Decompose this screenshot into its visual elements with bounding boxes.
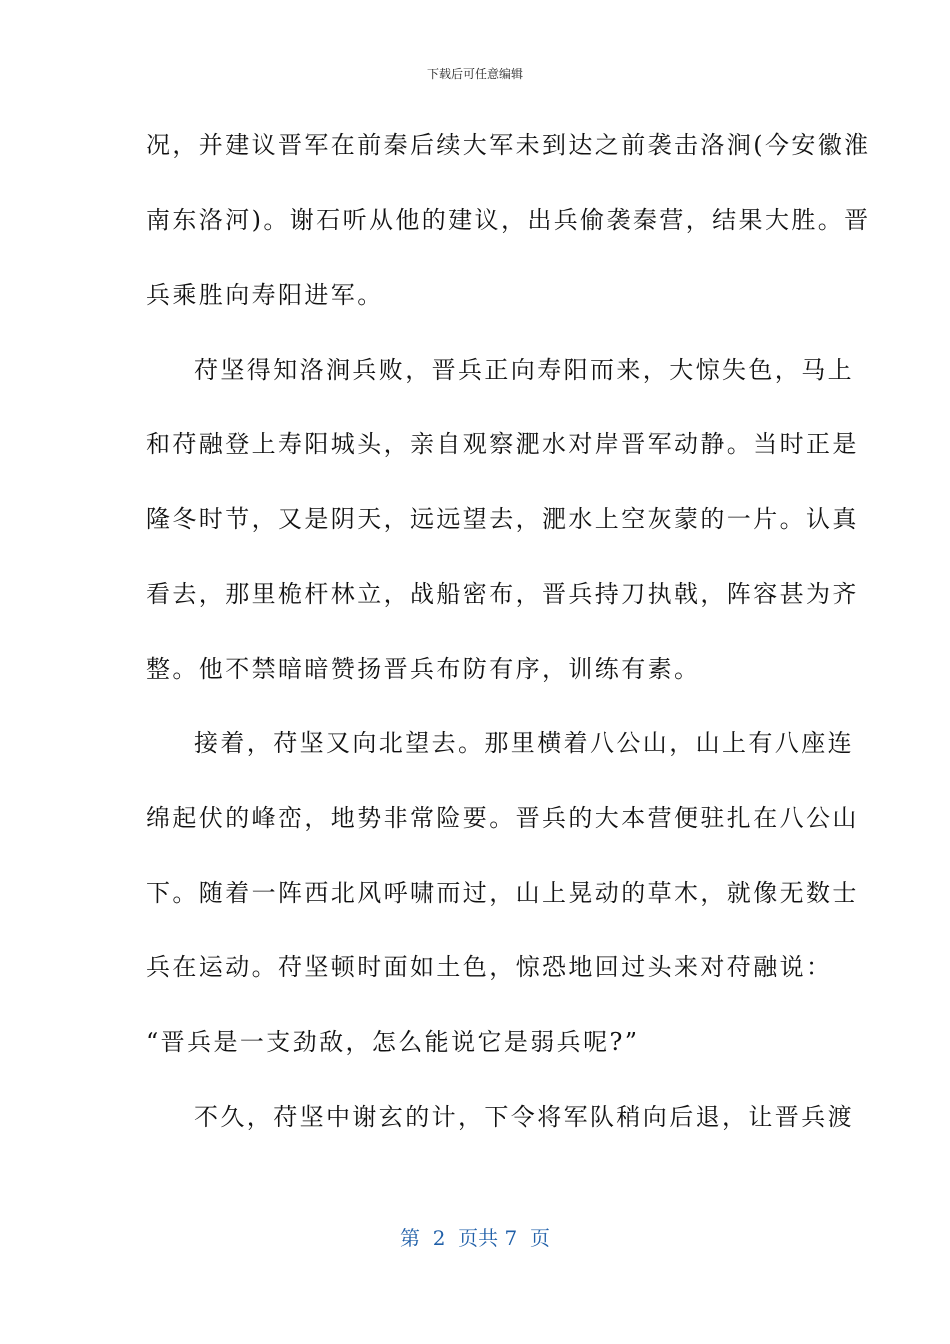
text-line: 况，并建议晋军在前秦后续大军未到达之前袭击洛涧(今安徽淮 — [146, 131, 871, 159]
page-header: 下载后可任意编辑 — [426, 67, 523, 81]
text-line: 下。随着一阵西北风呼啸而过，山上晃动的草木，就像无数士 — [146, 879, 859, 907]
text-line: 绵起伏的峰峦，地势非常险要。晋兵的大本营便驻扎在八公山 — [146, 804, 859, 832]
text-line: 看去，那里桅杆林立，战船密布，晋兵持刀执戟，阵容甚为齐 — [146, 580, 859, 608]
text-line: 兵在运动。苻坚顿时面如土色，惊恐地回过头来对苻融说： — [146, 953, 833, 981]
paragraph-first-line: 接着，苻坚又向北望去。那里横着八公山，山上有八座连 — [194, 729, 854, 757]
page-number-footer: 第 2 页共 7 页 — [400, 1226, 550, 1250]
paragraph-first-line: 苻坚得知洛涧兵败，晋兵正向寿阳而来，大惊失色，马上 — [194, 356, 854, 384]
text-line: 整。他不禁暗暗赞扬晋兵布防有序，训练有素。 — [146, 655, 701, 683]
text-line: 南东洛河)。谢石听从他的建议，出兵偷袭秦营，结果大胜。晋 — [146, 206, 871, 234]
text-line: 和苻融登上寿阳城头，亲自观察淝水对岸晋军动静。当时正是 — [146, 430, 859, 458]
paragraph-first-line: 不久，苻坚中谢玄的计，下令将军队稍向后退，让晋兵渡 — [194, 1103, 854, 1131]
text-line: 兵乘胜向寿阳进军。 — [146, 281, 384, 309]
text-line: 隆冬时节，又是阴天，远远望去，淝水上空灰蒙的一片。认真 — [146, 505, 859, 533]
quote-line: “晋兵是一支劲敌，怎么能说它是弱兵呢?” — [146, 1028, 640, 1056]
